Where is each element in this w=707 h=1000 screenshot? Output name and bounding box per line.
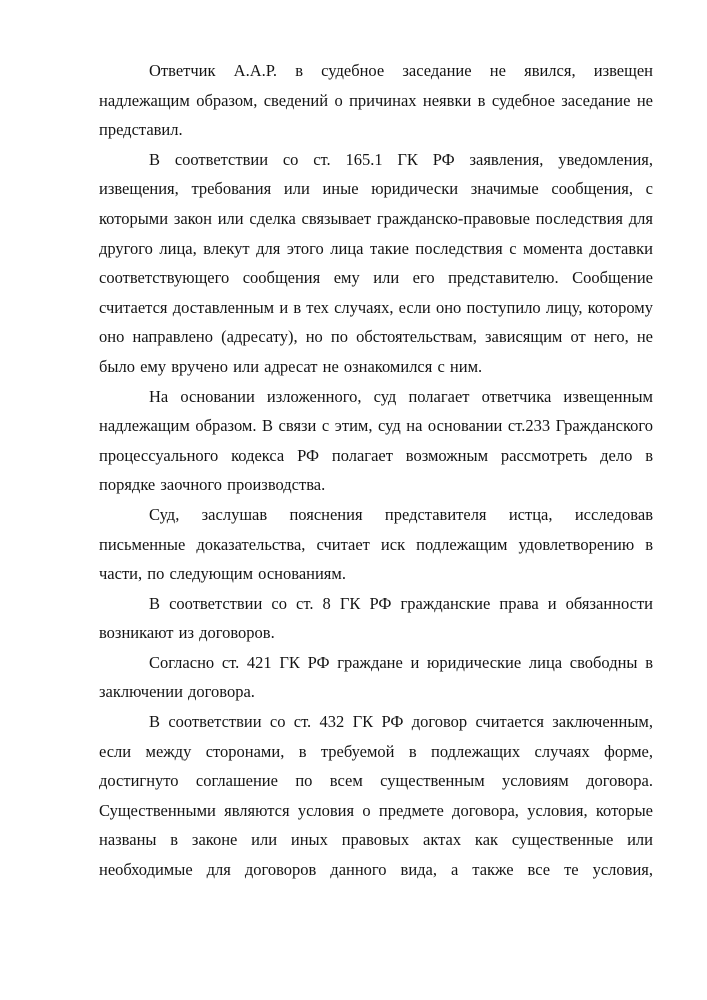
paragraph: В соответствии со ст. 165.1 ГК РФ заявления, уведомления, извещения, требования или иные юридически значимые сообщения, с которыми закон или сделка связывает гражданско-правовые последствия для другого лица, влекут для этого лица такие последствия с момента доставки соответствующего сообщения ему или его представителю. Сообщение считается доставленным и в тех случаях, если оно поступило лицу, которому оно направлено (адресату), но по обстоятельствам, зависящим от него, не было ему вручено или адресат не ознакомился с ним. [99,149,653,376]
paragraph: Согласно ст. 421 ГК РФ граждане и юридические лица свободны в заключении договора. [99,652,653,702]
paragraph: В соответствии со ст. 8 ГК РФ гражданские права и обязанности возникают из договоров. [99,593,653,643]
paragraph: На основании изложенного, суд полагает ответчика извещенным надлежащим образом. В связи с этим, суд на основании ст.233 Гражданского процессуального кодекса РФ полагает возможным рассмотреть дело в порядке заочного производства. [99,386,653,495]
paragraph: Суд, заслушав пояснения представителя истца, исследовав письменные доказательства, считает иск подлежащим удовлетворению в части, по следующим основаниям. [99,504,653,584]
paragraph: В соответствии со ст. 432 ГК РФ договор считается заключенным, если между сторонами, в требуемой в подлежащих случаях форме, достигнуто соглашение по всем существенным условиям договора. Существенными являются условия о предмете договора, условия, которые названы в законе или иных правовых актах как существенные или необходимые для договоров данного вида, а также все те условия, [99,712,653,880]
paragraph: Ответчик А.А.Р. в судебное заседание не явился, извещен надлежащим образом, сведений о причинах неявки в судебное заседание не представил. [99,61,653,140]
